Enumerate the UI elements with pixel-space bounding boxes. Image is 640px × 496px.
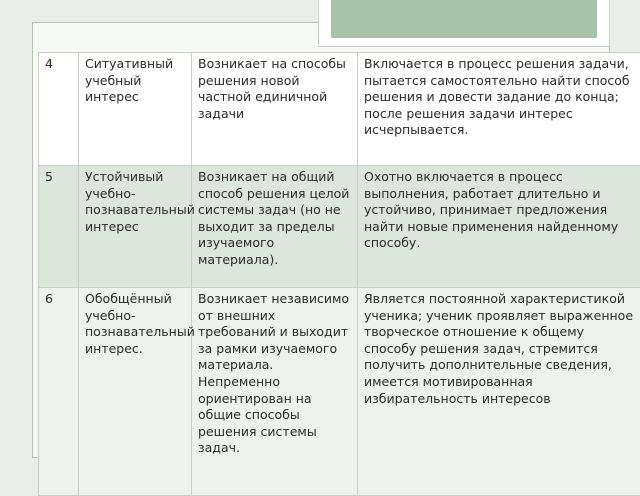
interest-type: Устойчивый учебно-познавательный интерес bbox=[79, 166, 192, 288]
interest-type: Ситуативный учебный интерес bbox=[79, 53, 192, 166]
interest-onset: Возникает независимо от внешних требований и выходит за рамки изучаемого материала. Непременно ориентирован на общие способы решения системы задач. bbox=[192, 288, 358, 496]
interest-onset: Возникает на способы решения новой частной единичной задачи bbox=[192, 53, 358, 166]
interest-description: Охотно включается в процесс выполнения, работает длительно и устойчиво, принимает предложения найти новые применения найденному способу. bbox=[358, 166, 640, 288]
interest-levels-table bbox=[38, 52, 640, 496]
table-row bbox=[39, 166, 640, 288]
row-number: 4 bbox=[39, 53, 79, 166]
interest-levels-table-wrap bbox=[38, 52, 640, 492]
interest-onset: Возникает на общий способ решения целой системы задач (но не выходит за пределы изучаемого материала). bbox=[192, 166, 358, 288]
interest-description: Является постоянной характеристикой ученика; ученик проявляет выраженное творческое отношение к общему способу решения задач, стремится получить дополнительные сведения, имеется мотивированная избирательность интересов bbox=[358, 288, 640, 496]
row-number: 5 bbox=[39, 166, 79, 288]
decorative-header-box bbox=[318, 0, 610, 47]
interest-type: Обобщённый учебно-познавательный интерес. bbox=[79, 288, 192, 496]
interest-description: Включается в процесс решения задачи, пытается самостоятельно найти способ решения и довести задание до конца; после решения задачи интерес исчерпывается. bbox=[358, 53, 640, 166]
table-row bbox=[39, 288, 640, 496]
table-row bbox=[39, 53, 640, 166]
decorative-header-fill bbox=[331, 0, 597, 38]
row-number: 6 bbox=[39, 288, 79, 496]
